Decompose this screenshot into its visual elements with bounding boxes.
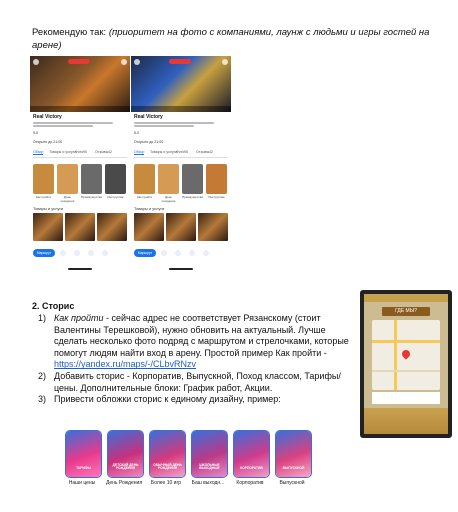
story-thumb[interactable]	[57, 164, 78, 194]
gallery-photo[interactable]	[198, 213, 228, 241]
list-item	[32, 371, 352, 394]
story-cover[interactable]	[275, 430, 312, 478]
venue-desc-line	[134, 122, 214, 124]
stories-row	[134, 164, 228, 203]
section-title: Товары и услуги	[33, 206, 64, 211]
gallery-photo[interactable]	[97, 213, 127, 241]
item-text: Добавить сторис - Корпоратив, Выпускной, Поход классом, Тарифы/цены. Дополнительные блоки: График работ, Акции.	[54, 370, 341, 393]
back-icon	[134, 59, 140, 65]
route-button[interactable]: Маршрут	[33, 249, 55, 257]
tab-photos-count: 95	[83, 150, 87, 154]
story-label: Как пройти	[35, 195, 52, 199]
tab-overview[interactable]: Обзор	[134, 150, 145, 154]
story-label: Инструктаж	[208, 195, 225, 199]
phone-screenshot-right	[131, 56, 231, 274]
map-pin-icon	[400, 348, 411, 359]
tab-photos[interactable]: Фото	[75, 150, 84, 154]
story-thumb[interactable]	[134, 164, 155, 194]
section-title: Товары и услуги	[134, 206, 165, 211]
route-button[interactable]: Маршрут	[134, 249, 156, 257]
share-icon[interactable]	[88, 250, 94, 256]
section-heading: 2. Сторис	[32, 301, 75, 311]
share-icon[interactable]	[189, 250, 195, 256]
list-item	[32, 394, 352, 406]
story-thumb[interactable]	[105, 164, 126, 194]
yandex-maps-link[interactable]: https://yandex.ru/maps/-/CLbvRNzv	[54, 359, 197, 370]
cover-label: День Рождения	[105, 480, 143, 486]
photo-strip	[131, 106, 231, 112]
venue-desc-line	[33, 122, 113, 124]
story-label: Преимущества	[81, 195, 102, 199]
photo-strip	[30, 106, 130, 112]
intro-lead: Рекомендую так:	[32, 27, 109, 38]
story-footer	[364, 408, 448, 434]
map-road	[372, 370, 440, 372]
tab-photos[interactable]: Фото	[176, 150, 185, 154]
item-text: - сейчас адрес не соответствует Рязанскому (стоит Валентины Терешковой), нужно обновить на актуальный. Лучше сделать несколько фото подряд с маршрутом и стрелочками, которые помогут людям найти вход в арену. Простой пример Как пройти -	[54, 313, 349, 358]
route-story-phone	[360, 290, 452, 438]
list-number: 3)	[38, 394, 47, 405]
map-road	[372, 340, 440, 343]
site-icon[interactable]	[74, 250, 80, 256]
gallery-photo[interactable]	[166, 213, 196, 241]
venue-hero-photo	[30, 56, 130, 112]
cover-label: Баш выходн...	[191, 480, 225, 486]
item-emphasis: Как пройти	[54, 313, 104, 323]
cover-label: Более 10 игр	[150, 480, 182, 486]
story-cover[interactable]	[233, 430, 270, 478]
back-icon	[33, 59, 39, 65]
cover-tag: ТАРИФЫ	[76, 466, 91, 471]
story-covers-example	[61, 430, 311, 490]
phone-screenshot-left	[30, 56, 130, 274]
venue-desc-line	[33, 125, 93, 127]
cover-tag: КОРПОРАТИВ	[240, 466, 263, 471]
phone-icon[interactable]	[60, 250, 66, 256]
close-icon	[121, 59, 127, 65]
venue-hero-photo	[131, 56, 231, 112]
cover-label: Наши цены	[68, 480, 96, 486]
tab-overview[interactable]: Обзор	[33, 150, 44, 154]
route-map	[372, 320, 440, 390]
tab-photos-count: 95	[184, 150, 188, 154]
hours-text: Открыто до 21:00	[33, 140, 63, 144]
home-indicator	[68, 268, 92, 270]
story-thumb[interactable]	[182, 164, 203, 194]
intro-paragraph	[32, 26, 432, 52]
gallery-photo[interactable]	[65, 213, 95, 241]
list-number: 2)	[38, 370, 47, 381]
cover-label: Корпоратив	[236, 480, 264, 486]
close-icon	[222, 59, 228, 65]
venue-name: Real Victory	[134, 114, 163, 120]
story-top-bar	[364, 294, 448, 302]
cover-tag: ДЕТСКИЙ ДЕНЬ РОЖДЕНИЯ	[112, 462, 139, 471]
story-cover[interactable]	[191, 430, 228, 478]
cover-tag: ШКОЛЬНЫЕ ВЫХОДНЫЕ	[199, 462, 220, 471]
tab-reviews-count: 42	[209, 150, 213, 154]
tab-products[interactable]: Товары и услуги	[49, 150, 77, 154]
more-icon[interactable]	[203, 250, 209, 256]
story-screen	[364, 294, 448, 434]
more-icon[interactable]	[102, 250, 108, 256]
home-indicator	[169, 268, 193, 270]
story-label: День рождения	[161, 195, 176, 203]
story-label: Инструктаж	[107, 195, 124, 199]
phone-icon[interactable]	[161, 250, 167, 256]
item-text: Привести обложки сторис к единому дизайну, пример:	[54, 394, 281, 405]
venue-name: Real Victory	[33, 114, 62, 120]
venue-desc-line	[134, 125, 194, 127]
brand-pill	[68, 59, 90, 64]
story-label: День рождения	[60, 195, 75, 203]
tab-reviews-count: 42	[108, 150, 112, 154]
tab-products[interactable]: Товары и услуги	[150, 150, 178, 154]
story-cover[interactable]	[107, 430, 144, 478]
cover-tag: ОБЫЧНЫЙ ДЕНЬ РОЖДЕНИЯ	[153, 462, 182, 471]
rating-value: 5.0	[134, 131, 139, 135]
tab-reviews[interactable]: Отзывы	[95, 150, 109, 154]
story-cover[interactable]	[65, 430, 102, 478]
story-cover[interactable]	[149, 430, 186, 478]
venue-tabs	[33, 150, 127, 158]
gallery-photo[interactable]	[134, 213, 164, 241]
story-thumb[interactable]	[81, 164, 102, 194]
tab-reviews[interactable]: Отзывы	[196, 150, 210, 154]
story-thumb[interactable]	[33, 164, 54, 194]
map-road	[394, 320, 397, 390]
rating-value: 5.0	[33, 131, 38, 135]
where-banner: ГДЕ МЫ?	[382, 307, 430, 316]
stories-row	[33, 164, 127, 203]
recommendation-list	[32, 313, 352, 406]
story-label: Преимущества	[182, 195, 203, 199]
hours-text: Открыто до 21:00	[134, 140, 164, 144]
story-label: Как пройти	[136, 195, 153, 199]
story-thumb[interactable]	[158, 164, 179, 194]
gallery-photo[interactable]	[33, 213, 63, 241]
list-number: 1)	[38, 313, 47, 323]
intro-note: (приоритет на фото с компаниями, лаунж с людьми и игры гостей на арене)	[32, 27, 430, 51]
address-card	[372, 392, 440, 404]
venue-tabs	[134, 150, 228, 158]
site-icon[interactable]	[175, 250, 181, 256]
cover-tag: ВЫПУСКНОЙ	[282, 466, 305, 471]
cover-label: Выпускной	[279, 480, 305, 486]
brand-pill	[169, 59, 191, 64]
story-thumb[interactable]	[206, 164, 227, 194]
list-item	[32, 313, 352, 371]
